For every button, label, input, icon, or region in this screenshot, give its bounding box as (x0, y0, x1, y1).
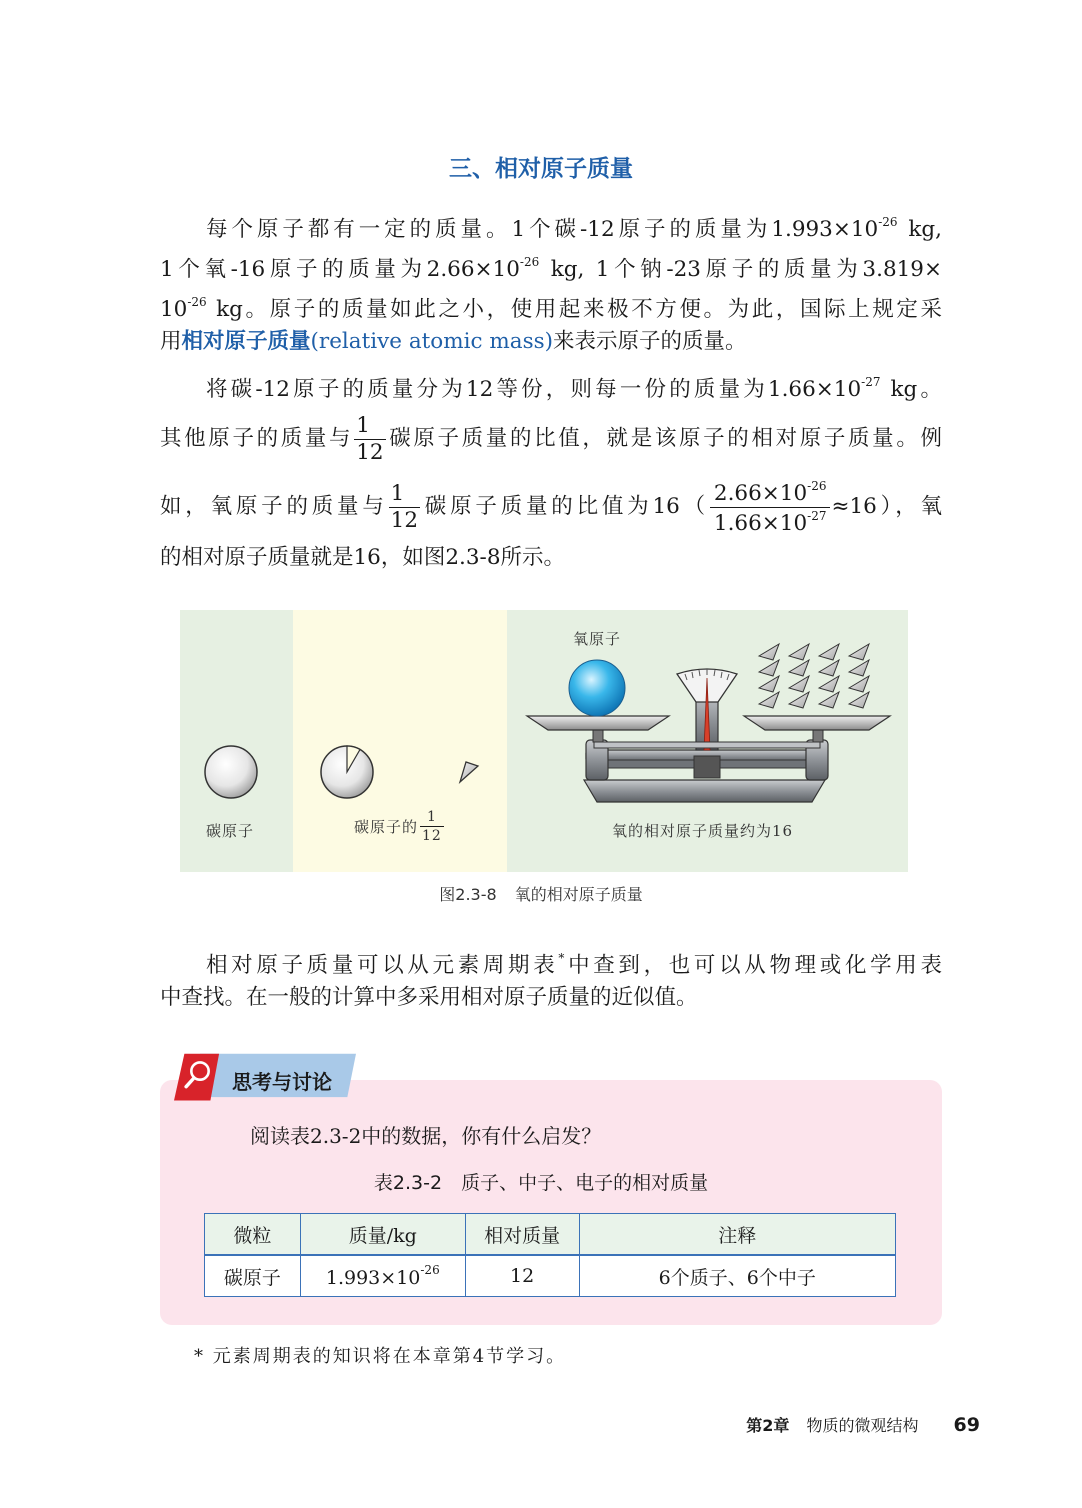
figure-caption: 图2.3-8 氧的相对原子质量 (439, 885, 643, 904)
para1-line4: 用相对原子质量(relative atomic mass)来表示原子的质量。 (160, 329, 747, 354)
chapter-number: 第2章 (746, 1416, 790, 1435)
header-particle: 微粒 (205, 1214, 301, 1256)
relative-mass-table (204, 1213, 896, 1297)
para2-line4: 的相对原子质量就是16，如图2.3-8所示。 (160, 545, 565, 570)
sixteen-twelfth-pieces (759, 644, 869, 708)
cell-mass: $1.993\times 10^{-26}$ (300, 1255, 465, 1297)
header-relative-mass: 相对质量 (465, 1214, 579, 1256)
page-footer (746, 1413, 980, 1436)
cell-particle: 碳原子 (205, 1255, 301, 1297)
fraction-one-twelfth: $\frac{1}{12}$ (390, 481, 419, 533)
think-discuss-title: 思考与讨论 (232, 1070, 332, 1094)
label-oxygen-result: 氧的相对原子质量约为16 (612, 822, 794, 840)
page-number: 69 (953, 1414, 980, 1436)
label-carbon-fraction: 碳原子的 $\frac{1}{12}$ (354, 809, 442, 844)
fraction-mass-ratio: $\frac{2.66\times 10^{-26}}{1.66\times 10^{-27}}$ (710, 480, 831, 534)
key-term-english: (relative atomic mass) (310, 329, 554, 354)
label-oxygen-atom: 氧原子 (573, 630, 622, 648)
label-fraction: $\frac{1}{12}$ (422, 809, 442, 844)
section-title: 三、相对原子质量 (449, 156, 633, 182)
header-mass: 质量/kg (300, 1214, 465, 1256)
para2-line3: 如，氧原子的质量与 $\frac{1}{12}$ 碳原子质量的比值为16（ $\frac{2.66\times 10^{-26}}{1.66\times 10^{-27}}$ ≈16），氧 (160, 479, 942, 536)
para2-line3-wrap (160, 480, 942, 534)
chapter-title: 物质的微观结构 (806, 1416, 919, 1435)
header-note: 注释 (579, 1214, 895, 1256)
discussion-question: 阅读表2.3-2中的数据，你有什么启发？ (250, 1124, 602, 1148)
cell-note: 6个质子、6个中子 (579, 1255, 895, 1297)
footnote: * 元素周期表的知识将在本章第4节学习。 (194, 1346, 567, 1367)
key-term: 相对原子质量 (181, 329, 311, 354)
para1-line3: $10^{-26}$ kg。原子的质量如此之小，使用起来极不方便。为此，国际上规定采 (160, 295, 943, 322)
paragraph-atomic-mass (160, 202, 942, 362)
para1-line2: 1个氧-16原子的质量为$2.66\times 10^{-26}$ kg, 1个钠-23原子的质量为3.819× (160, 255, 942, 282)
figure-illustration (180, 610, 908, 872)
para1-line1: 每个原子都有一定的质量。1个碳-12原子的质量为$1.993\times 10^{-26}$ kg, (206, 215, 942, 242)
table-row (205, 1255, 896, 1297)
one-twelfth-piece (460, 762, 478, 782)
para3-line1: 相对原子质量可以从元素周期表*中查到，也可以从物理或化学用表 (206, 951, 942, 978)
para2-line4-wrap (160, 538, 942, 578)
para2-line2-wrap (160, 414, 942, 464)
carbon-atom-cut (321, 746, 373, 798)
fraction-one-twelfth: $\frac{1}{12}$ (356, 413, 384, 465)
table-caption: 表2.3-2 质子、中子、电子的相对质量 (373, 1172, 709, 1194)
figure-oxygen-relative-mass (180, 610, 908, 872)
para2-line2: 其他原子的质量与 $\frac{1}{12}$ 碳原子质量的比值，就是该原子的相对原子质量。例 (160, 413, 942, 465)
label-carbon-atom: 碳原子 (206, 822, 255, 840)
oxygen-atom (569, 660, 625, 716)
paragraph-lookup (160, 938, 942, 1018)
para3-line2: 中查找。在一般的计算中多采用相对原子质量的近似值。 (160, 985, 698, 1010)
paragraph-relative-mass (160, 362, 942, 402)
para2-line1: 将碳-12原子的质量分为12等份，则每一份的质量为$1.66\times 10^{-27}$ kg。 (206, 375, 942, 402)
cell-relative-mass: 12 (465, 1255, 579, 1297)
table-header-row (205, 1214, 896, 1256)
carbon-atom (205, 746, 257, 798)
